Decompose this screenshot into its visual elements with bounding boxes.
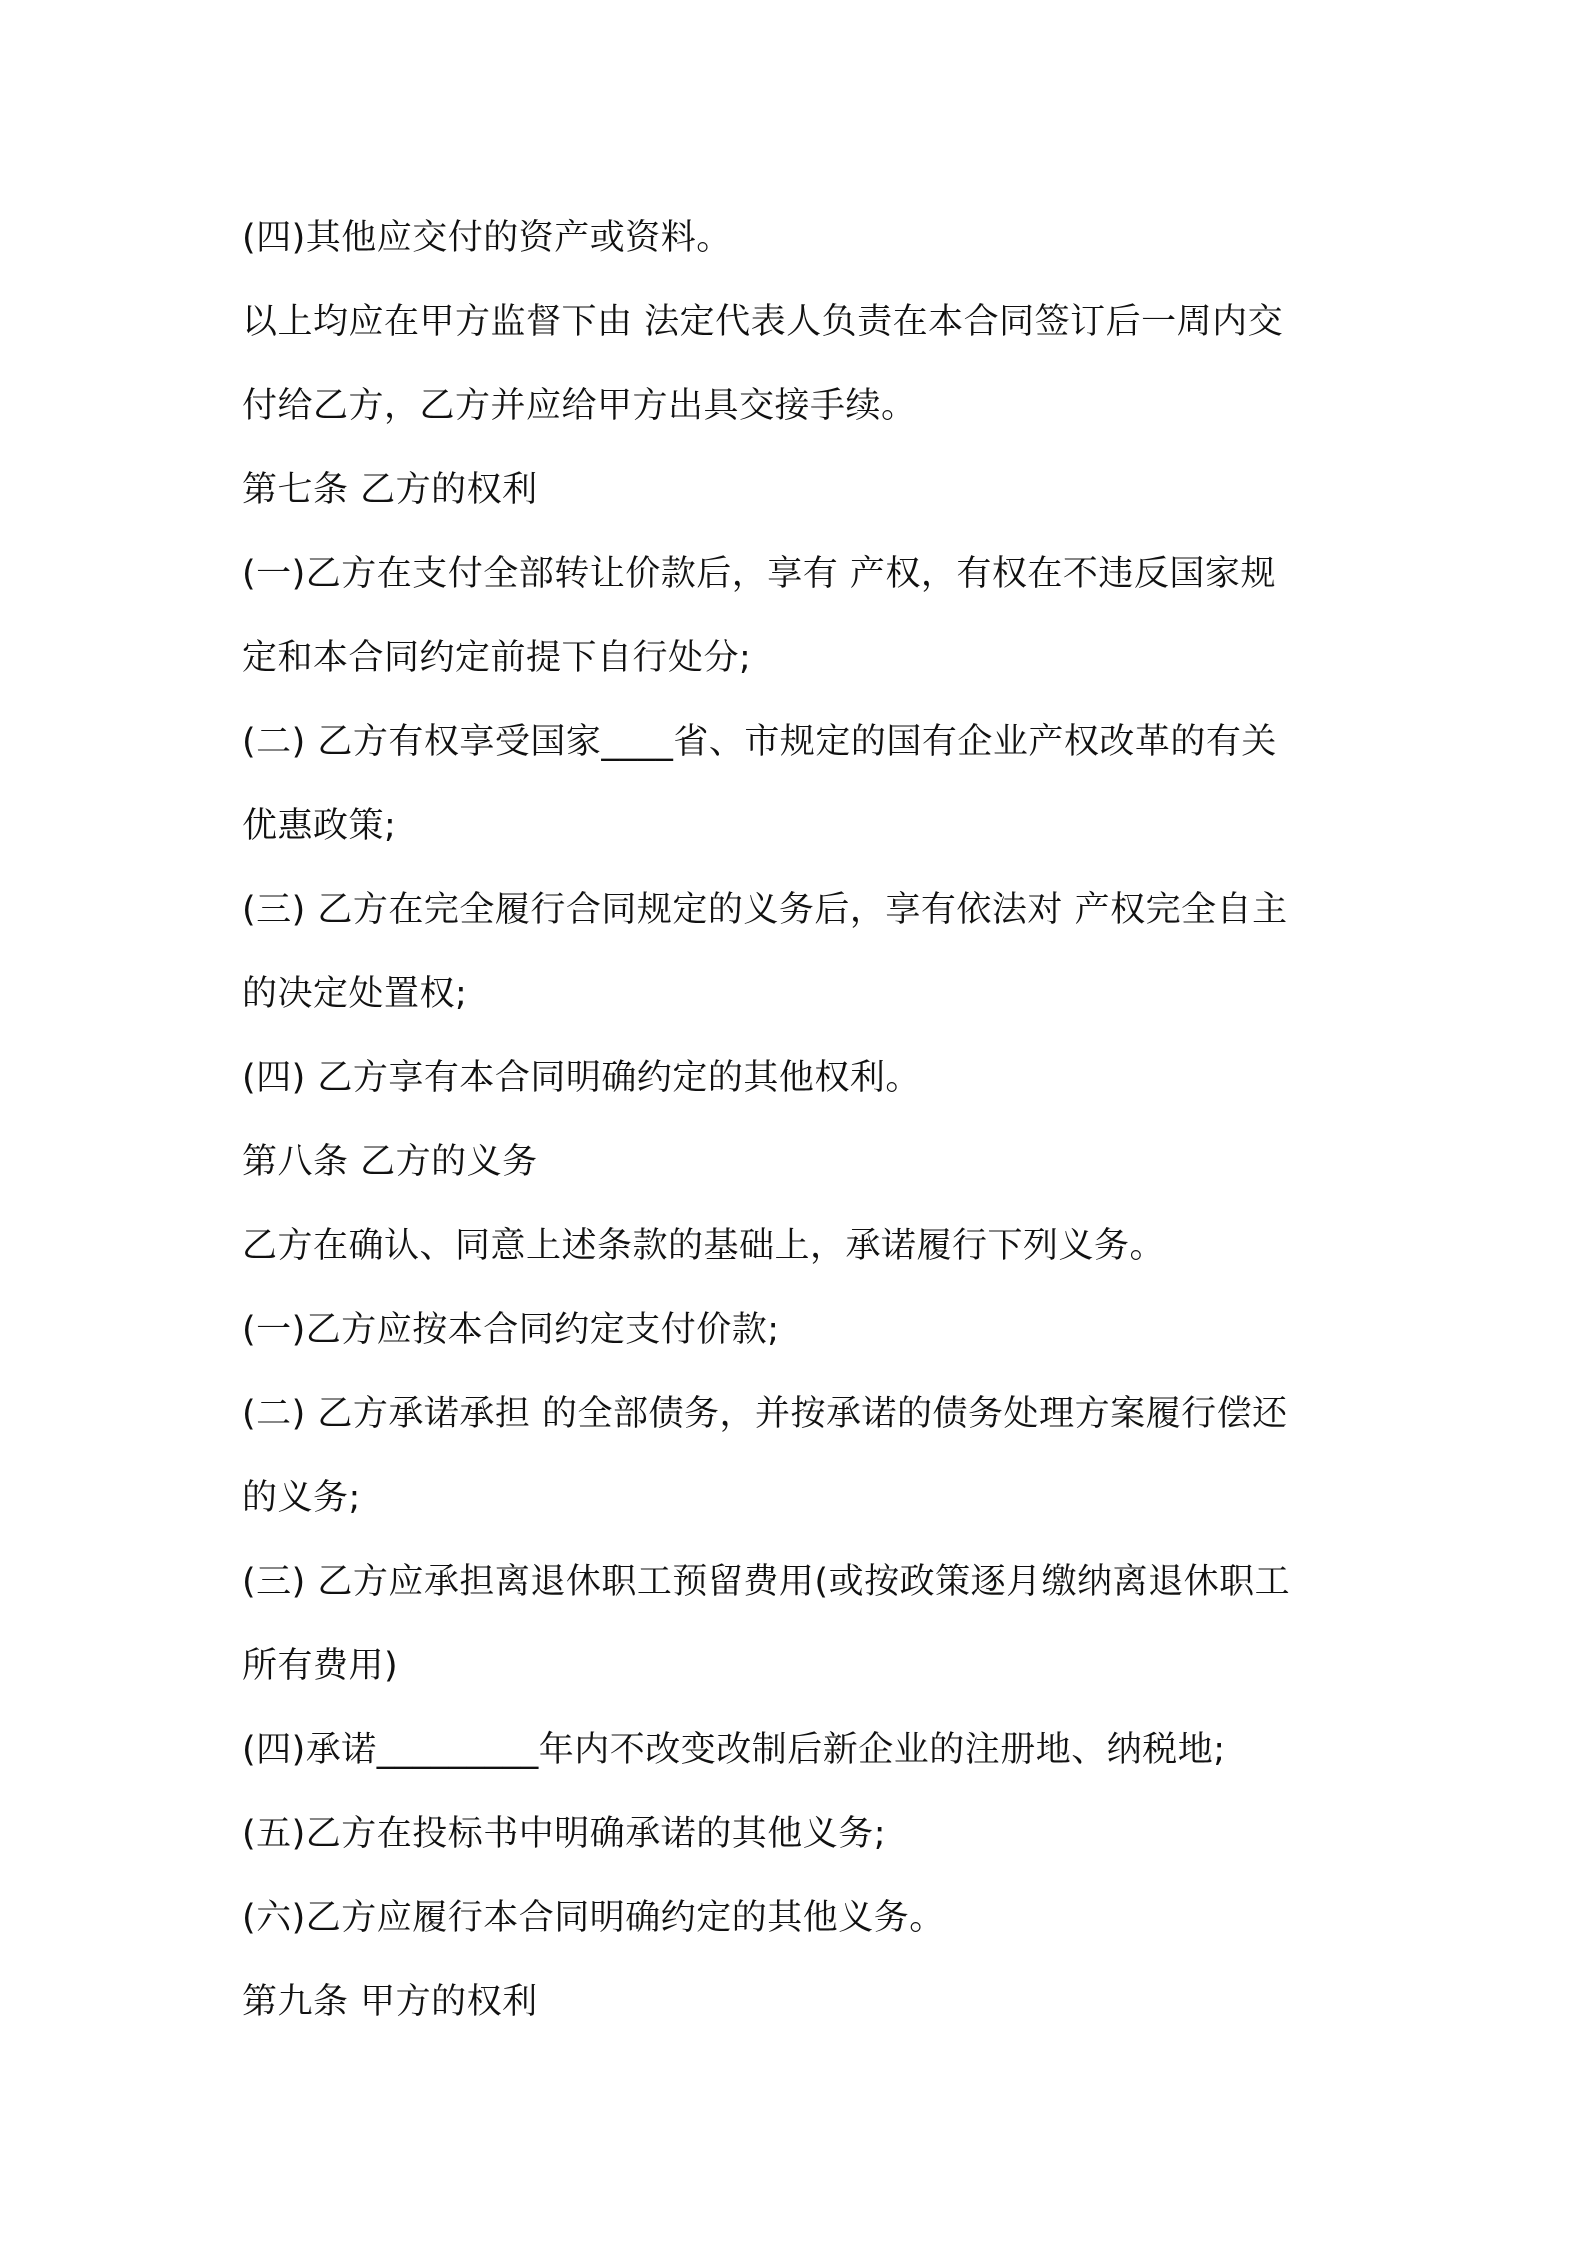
section-heading: 第八条 乙方的义务 bbox=[242, 1142, 538, 1182]
text-line: 所有费用) bbox=[242, 1646, 399, 1686]
text-line: (一)乙方应按本合同约定支付价款; bbox=[242, 1310, 780, 1350]
section-heading: 第九条 甲方的权利 bbox=[242, 1982, 538, 2022]
text-line: (六)乙方应履行本合同明确约定的其他义务。 bbox=[242, 1898, 945, 1938]
text-line: 的义务; bbox=[242, 1478, 361, 1518]
text-line: (三) 乙方在完全履行合同规定的义务后，享有依法对 产权完全自主 bbox=[242, 890, 1288, 930]
text-line: (四) 乙方享有本合同明确约定的其他权利。 bbox=[242, 1058, 921, 1098]
text-line: 优惠政策; bbox=[242, 806, 397, 846]
section-heading: 第七条 乙方的权利 bbox=[242, 470, 538, 510]
text-line: (五)乙方在投标书中明确承诺的其他义务; bbox=[242, 1814, 887, 1854]
text-line: (四)其他应交付的资产或资料。 bbox=[242, 218, 732, 258]
text-line: 以上均应在甲方监督下由 法定代表人负责在本合同签订后一周内交 bbox=[242, 302, 1284, 342]
text-line: (三) 乙方应承担离退休职工预留费用(或按政策逐月缴纳离退休职工 bbox=[242, 1562, 1291, 1602]
text-line: (一)乙方在支付全部转让价款后，享有 产权，有权在不违反国家规 bbox=[242, 554, 1276, 594]
document-body bbox=[242, 196, 1362, 2044]
text-line: (二) 乙方承诺承担 的全部债务，并按承诺的债务处理方案履行偿还 bbox=[242, 1394, 1288, 1434]
text-line: 的决定处置权; bbox=[242, 974, 468, 1014]
text-line: 定和本合同约定前提下自行处分; bbox=[242, 638, 752, 678]
text-line: 付给乙方，乙方并应给甲方出具交接手续。 bbox=[242, 386, 917, 426]
text-line: (二) 乙方有权享受国家____省、市规定的国有企业产权改革的有关 bbox=[242, 722, 1277, 762]
text-line: (四)承诺_________年内不改变改制后新企业的注册地、纳税地; bbox=[242, 1730, 1226, 1770]
text-line: 乙方在确认、同意上述条款的基础上，承诺履行下列义务。 bbox=[242, 1226, 1166, 1266]
